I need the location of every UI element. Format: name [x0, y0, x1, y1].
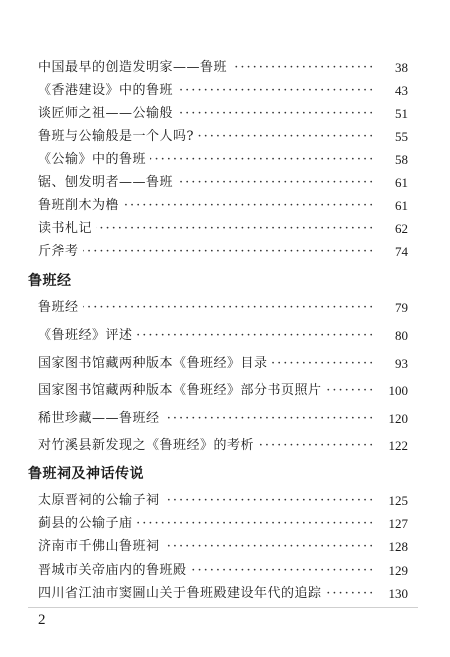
toc-entry: [0, 103, 450, 125]
toc-entry-page: 125: [374, 490, 408, 512]
toc-entry-page: 129: [374, 560, 408, 582]
toc-entry-page: 122: [374, 435, 408, 457]
toc-entry: [0, 80, 450, 102]
page-number: 2: [38, 612, 46, 628]
toc-entry: [0, 536, 450, 558]
toc-entry-title: 《香港建设》中的鲁班: [38, 80, 177, 102]
toc-entry-page: 38: [374, 57, 408, 79]
toc-entry: [0, 583, 450, 605]
toc-entry: [0, 380, 450, 402]
toc-entry-title: 国家图书馆藏两种版本《鲁班经》目录: [38, 353, 272, 375]
toc-entry-title: 蓟县的公输子庙: [38, 513, 137, 535]
section-heading: 鲁班祠及神话传说: [28, 466, 144, 482]
toc-entry-title: 锯、刨发明者——鲁班: [38, 172, 177, 194]
toc-entry-page: 62: [374, 218, 408, 240]
toc-entry: [0, 218, 450, 240]
toc-entry-page: 58: [374, 149, 408, 171]
toc-entry-page: 79: [374, 297, 408, 319]
toc-entry-title: 鲁班与公输般是一个人吗?: [38, 126, 198, 148]
toc-entry: [0, 149, 450, 171]
toc-entry-title: 济南市千佛山鲁班祠: [38, 536, 164, 558]
toc-entry-page: 127: [374, 513, 408, 535]
toc-entry: [0, 325, 450, 347]
footer-rule: [28, 607, 418, 608]
toc-entry-title: 国家图书馆藏两种版本《鲁班经》部分书页照片: [38, 380, 326, 402]
toc-entry: [0, 490, 450, 512]
toc-entry: [0, 57, 450, 79]
toc-entry-page: 61: [374, 195, 408, 217]
toc-entry: [0, 172, 450, 194]
toc-entry: [0, 241, 450, 263]
toc-entry-page: 51: [374, 103, 408, 125]
toc-entry-title: 四川省江油市窦圌山关于鲁班殿建设年代的追踪: [38, 583, 326, 605]
toc-entry-page: 100: [374, 380, 408, 402]
toc-entry: [0, 126, 450, 148]
toc-entry-page: 128: [374, 536, 408, 558]
toc-entry-page: 130: [374, 583, 408, 605]
toc-entry-title: 《鲁班经》评述: [38, 325, 137, 347]
toc-entry: [0, 513, 450, 535]
toc-entry-page: 120: [374, 408, 408, 430]
leader-dots: [38, 297, 388, 319]
toc-entry-title: 《公输》中的鲁班: [38, 149, 150, 171]
toc-entry: [0, 297, 450, 319]
toc-entry-title: 中国最早的创造发明家——鲁班: [38, 57, 231, 79]
toc-entry-page: 74: [374, 241, 408, 263]
toc-entry-page: 80: [374, 325, 408, 347]
toc-entry-title: 鲁班经: [38, 297, 83, 319]
toc-entry-title: 晋城市关帝庙内的鲁班殿: [38, 560, 191, 582]
toc-entry-title: 稀世珍藏——鲁班经: [38, 408, 164, 430]
toc-entry-title: 鲁班削木为橹: [38, 195, 123, 217]
toc-entry: [0, 408, 450, 430]
toc-entry-page: 55: [374, 126, 408, 148]
leader-dots: [38, 241, 388, 263]
toc-entry: [0, 195, 450, 217]
toc-entry: [0, 560, 450, 582]
section-heading: 鲁班经: [28, 273, 72, 289]
toc-entry-title: 读书札记: [38, 218, 96, 240]
toc-entry-page: 61: [374, 172, 408, 194]
toc-entry-title: 太原晋祠的公输子祠: [38, 490, 164, 512]
toc-entry-title: 斤斧考: [38, 241, 83, 263]
toc-entry-title: 对竹溪县新发现之《鲁班经》的考析: [38, 435, 258, 457]
toc-entry-page: 93: [374, 353, 408, 375]
toc-entry: [0, 353, 450, 375]
toc-entry: [0, 435, 450, 457]
toc-entry-title: 谈匠师之祖——公输般: [38, 103, 177, 125]
toc-entry-page: 43: [374, 80, 408, 102]
